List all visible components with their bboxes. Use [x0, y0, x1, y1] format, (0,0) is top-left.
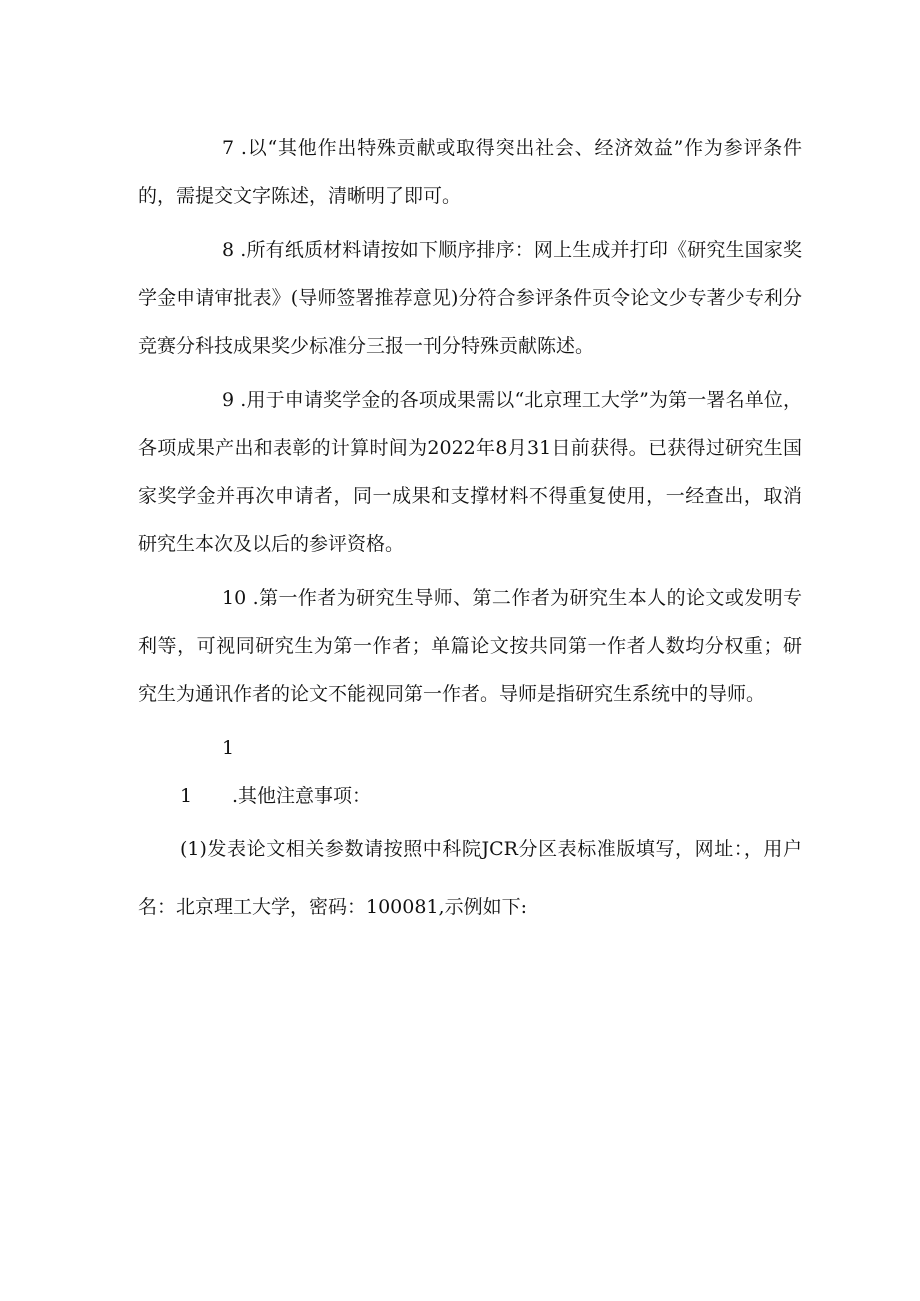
item-10	[138, 574, 802, 718]
sub-item-1	[138, 820, 802, 936]
document-body	[138, 124, 802, 936]
item-text: .第一作者为研究生导师、第二作者为研究生本人的论文或发明专利等，可视同研究生为第一作者；单篇论文按共同第一作者人数均分权重；研究生为通讯作者的论文不能视同第一作者。导师是指研究生系统中的导师。	[138, 587, 802, 705]
item-11	[138, 724, 802, 820]
item-9	[138, 376, 802, 568]
item-number: 9	[222, 389, 235, 411]
item-number: 10	[222, 587, 247, 609]
item-number: 8	[222, 239, 235, 261]
item-text: .以“其他作出特殊贡献或取得突出社会、经济效益”作为参评条件的，需提交文字陈述，清晰明了即可。	[138, 137, 803, 207]
sub-item-text: (1)发表论文相关参数请按照中科院JCR分区表标准版填写，网址：，用户名：北京理工大学，密码：100081,示例如下:	[138, 838, 802, 918]
item-number: 11	[180, 737, 235, 807]
item-text: .其他注意事项：	[232, 785, 372, 807]
item-7	[138, 124, 802, 220]
item-number: 7	[222, 137, 235, 159]
item-8	[138, 226, 802, 370]
item-text: .所有纸质材料请按如下顺序排序：网上生成并打印《研究生国家奖学金申请审批表》(导师签署推荐意见)分符合参评条件页令论文少专著少专利分竞赛分科技成果奖少标准分三报一刊分特殊贡献陈述。	[138, 239, 802, 357]
item-text: .用于申请奖学金的各项成果需以“北京理工大学”为第一署名单位，各项成果产出和表彰的计算时间为2022年8月31日前获得。已获得过研究生国家奖学金并再次申请者，同一成果和支撑材料不得重复使用，一经查出，取消研究生本次及以后的参评资格。	[138, 389, 802, 555]
